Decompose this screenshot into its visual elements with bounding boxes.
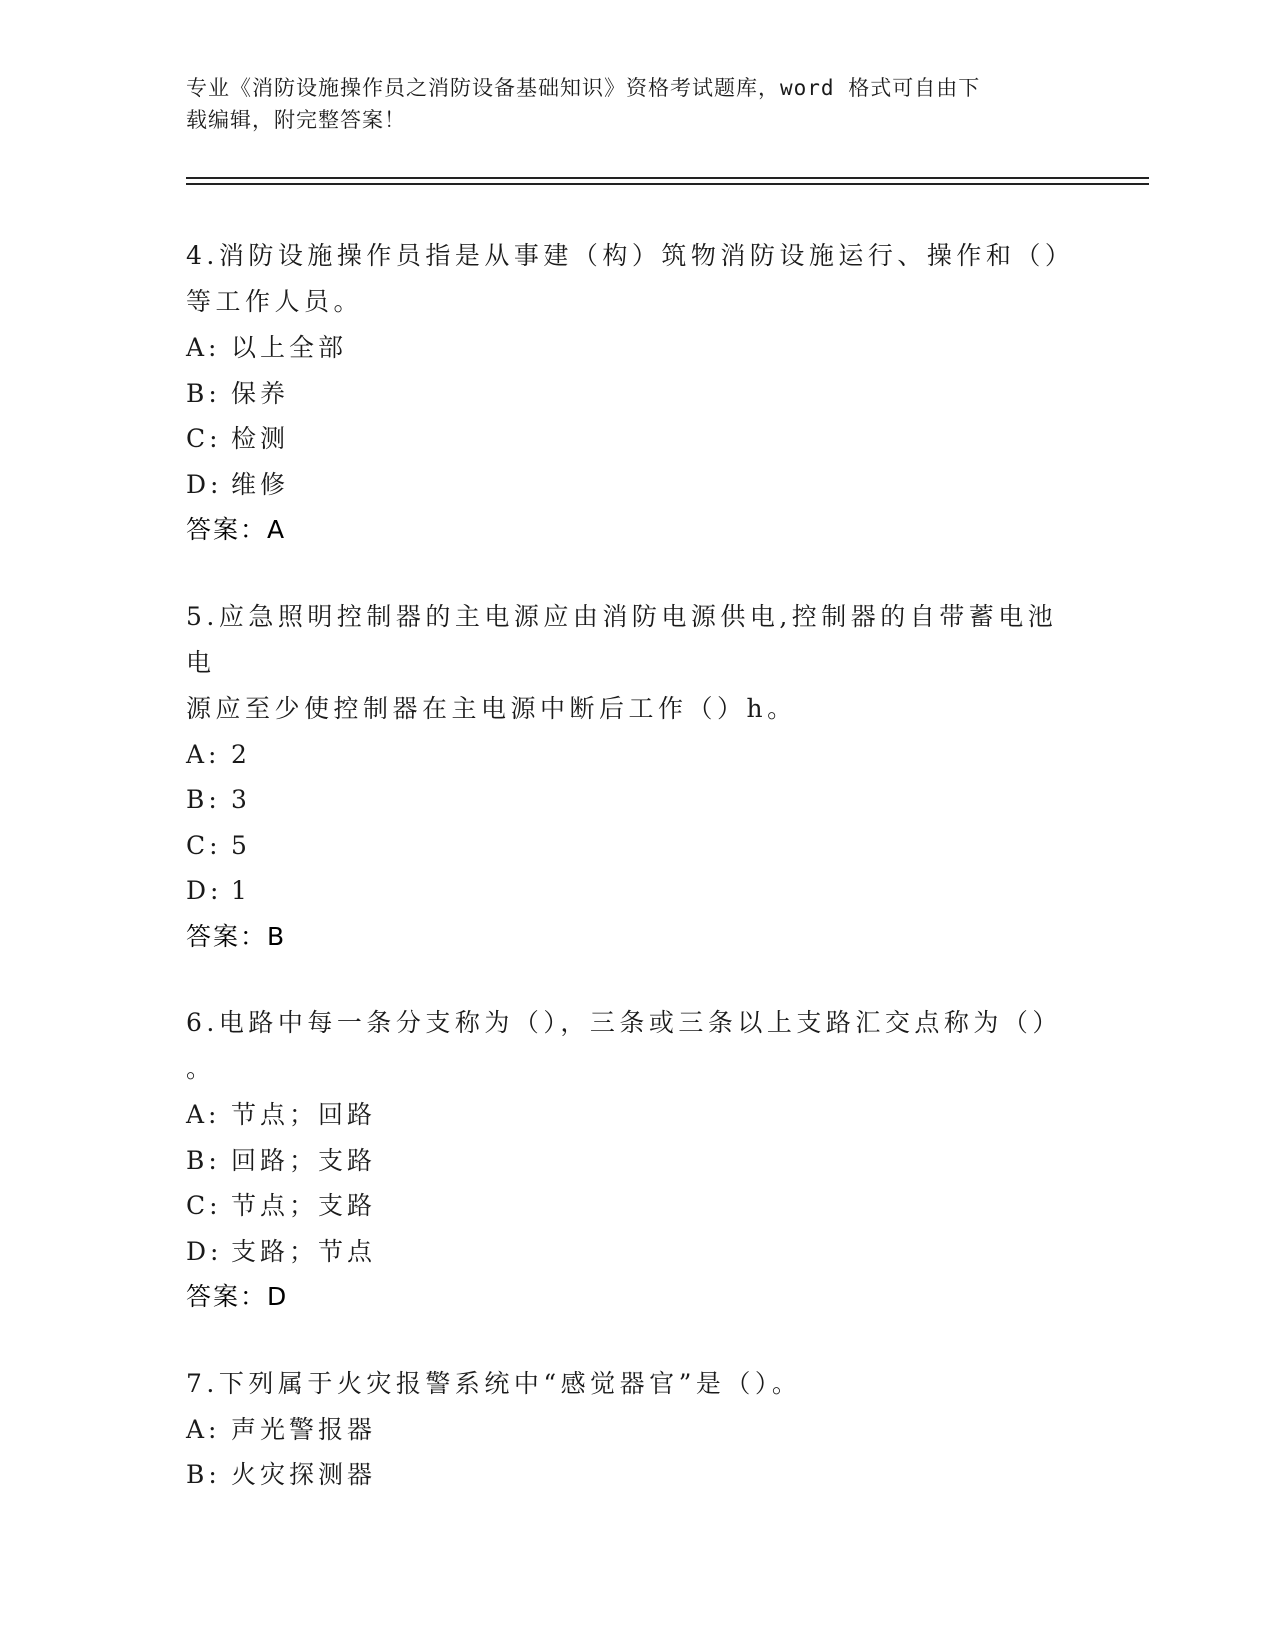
option-text: 声光警报器 bbox=[231, 1414, 377, 1444]
option-letter: A: bbox=[186, 739, 221, 769]
option-b bbox=[186, 1138, 1086, 1184]
option-c bbox=[186, 416, 1086, 462]
header-line-1: 专业《消防设施操作员之消防设备基础知识》资格考试题库，word 格式可自由下 bbox=[186, 76, 981, 100]
question-text-line: 源应至少使控制器在主电源中断后工作（）h。 bbox=[186, 693, 797, 723]
option-b bbox=[186, 777, 1086, 823]
header-divider-bottom bbox=[186, 183, 1149, 185]
question-text-line: 5.应急照明控制器的主电源应由消防电源供电,控制器的自带蓄电池电 bbox=[186, 601, 1058, 677]
question-text-line: 7.下列属于火灾报警系统中“感觉器官”是（）。 bbox=[186, 1368, 802, 1398]
option-letter: A: bbox=[186, 1100, 221, 1129]
header-divider-top bbox=[186, 177, 1149, 179]
question-6 bbox=[186, 1000, 1086, 1320]
answer-line: 答案：D bbox=[186, 1282, 289, 1311]
header-line-2: 载编辑，附完整答案！ bbox=[186, 108, 406, 132]
option-text: 以上全部 bbox=[231, 333, 348, 362]
option-a bbox=[186, 325, 1086, 371]
document-header bbox=[186, 72, 1066, 136]
option-text: 5 bbox=[231, 830, 251, 860]
option-letter: C: bbox=[186, 424, 222, 453]
option-a bbox=[186, 732, 1086, 778]
option-text: 1 bbox=[231, 876, 251, 905]
option-d bbox=[186, 462, 1086, 508]
option-text: 3 bbox=[231, 785, 251, 814]
option-text: 保养 bbox=[231, 378, 290, 408]
option-letter: A: bbox=[186, 333, 221, 362]
question-4 bbox=[186, 233, 1086, 553]
option-letter: C: bbox=[186, 830, 222, 860]
question-5 bbox=[186, 594, 1086, 960]
option-text: 回路；支路 bbox=[231, 1145, 377, 1175]
option-letter: D: bbox=[186, 1236, 223, 1266]
option-text: 节点；回路 bbox=[231, 1100, 377, 1129]
question-text bbox=[186, 1000, 1086, 1092]
question-text-line: 6.电路中每一条分支称为（），三条或三条以上支路汇交点称为（） bbox=[186, 1008, 1062, 1037]
option-text: 火灾探测器 bbox=[231, 1460, 377, 1489]
option-d bbox=[186, 1229, 1086, 1275]
option-letter: A: bbox=[186, 1414, 221, 1444]
question-text bbox=[186, 1361, 1086, 1407]
option-text: 检测 bbox=[231, 424, 290, 453]
option-letter: B: bbox=[186, 785, 221, 814]
option-text: 2 bbox=[231, 739, 251, 769]
option-text: 维修 bbox=[231, 469, 290, 499]
option-b bbox=[186, 371, 1086, 417]
question-text-line: 等工作人员。 bbox=[186, 287, 364, 316]
question-text-line: 。 bbox=[186, 1054, 216, 1083]
answer-line: 答案：A bbox=[186, 515, 287, 544]
question-text-line: 4.消防设施操作员指是从事建（构）筑物消防设施运行、操作和（） bbox=[186, 241, 1075, 270]
option-letter: D: bbox=[186, 469, 223, 499]
question-list bbox=[186, 233, 1086, 1539]
option-letter: B: bbox=[186, 1460, 221, 1489]
answer-line: 答案：B bbox=[186, 921, 287, 951]
question-text bbox=[186, 594, 1086, 732]
option-a bbox=[186, 1092, 1086, 1138]
option-letter: C: bbox=[186, 1191, 222, 1220]
option-b bbox=[186, 1452, 1086, 1498]
option-d bbox=[186, 868, 1086, 914]
option-text: 节点；支路 bbox=[231, 1191, 377, 1220]
option-c bbox=[186, 823, 1086, 869]
option-letter: D: bbox=[186, 876, 223, 905]
option-letter: B: bbox=[186, 1145, 221, 1175]
option-text: 支路；节点 bbox=[231, 1236, 377, 1266]
option-letter: B: bbox=[186, 378, 221, 408]
option-a bbox=[186, 1407, 1086, 1453]
question-text bbox=[186, 233, 1086, 325]
question-7 bbox=[186, 1361, 1086, 1498]
option-c bbox=[186, 1183, 1086, 1229]
